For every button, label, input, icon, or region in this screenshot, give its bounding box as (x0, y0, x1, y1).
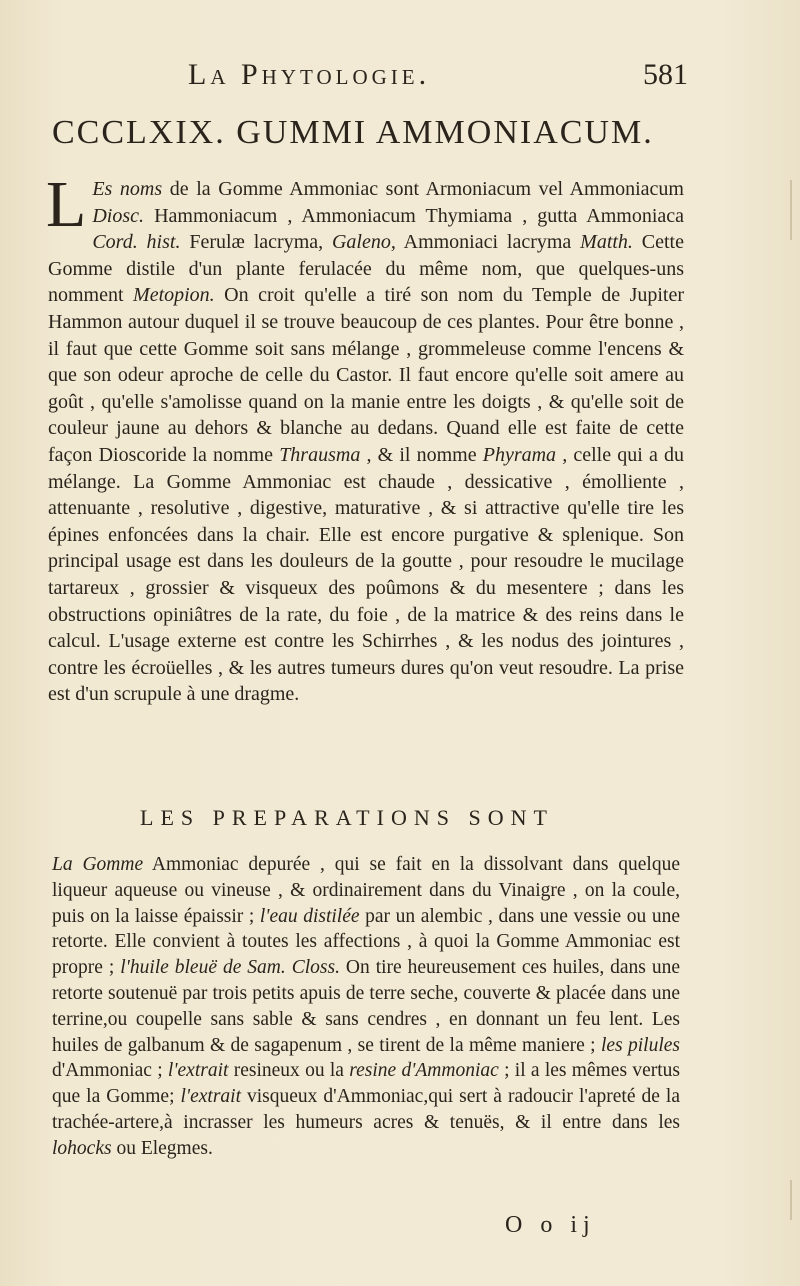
page-number: 581 (643, 58, 688, 91)
text-italic: Es noms (92, 178, 163, 200)
text-run: On tire heureusement ces huiles, dans une retorte soutenuë par trois petits apuis de terre seche, couverte & placée dans une terrine,ou coupelle sans sable & sans cendres , en donnant un feu lent. Les huiles de galbanum & de sagapenum , se tirent de la même maniere ; (52, 957, 680, 1056)
text-run: resineux ou la (228, 1060, 350, 1082)
text-run: de la Gomme Ammoniac sont Armoniacum vel Ammoniacum (162, 178, 684, 200)
text-run: celle qui a du mélange. La Gomme Ammoniac est chaude , dessicative , émolliente , attenuante , resolutive , digestive, maturative , & si attractive qu'elle tire les épines enfoncées dans la chair. Elle est encore purgative & splenique. Son principal usage est dans les douleurs de la goutte , pour resoudre le mucilage tartareux , grossier & visqueux des poûmons & du mesentere ; dans les obstructions opiniâtres de la rate, du foie , de la matrice & des reins dans le calcul. L'usage externe est contre les Schirrhes , & les nodus des jointures , contre les écroüelles , & les autres tumeurs dures qu'on veut resoudre. La prise est d'un scrupule à une dragme. (48, 443, 684, 706)
text-run: Hammoniacum , Ammoniacum Thymiama , gutta Ammoniaca (144, 204, 684, 227)
text-italic: Diosc. (92, 204, 144, 227)
text-run: d'Ammoniac ; (52, 1060, 168, 1082)
text-run: ; il a les mêmes vertus que la Gomme; (52, 1060, 680, 1108)
text-run: par un alembic , dans une vessie ou une retorte. Elle convient à toutes les affections , à quoi la Gomme Ammoniac est propre ; (52, 905, 680, 979)
preparations-paragraph (52, 852, 680, 1162)
text-run: visqueux d'Ammoniac,qui sert à radoucir l'apreté de la trachée-artere,à incrasser les humeurs acres & tenuës, & il entre dans les (52, 1086, 680, 1133)
text-italic: resine d'Ammoniac (349, 1060, 499, 1082)
section-heading: LES PREPARATIONS SONT (140, 805, 554, 830)
text-italic: Metopion. (133, 284, 215, 307)
text-italic: lohocks (52, 1137, 112, 1159)
text-italic: La Gomme (52, 854, 144, 875)
margin-rule (790, 1180, 792, 1220)
text-run: Cette Gomme distile d'un plante ferulacée du même nom, que quelques-uns nomment (48, 231, 684, 307)
text-italic: l'huile bleuë de Sam. Closs. (120, 957, 340, 979)
text-run: Ammoniac depurée , qui se fait en la dissolvant dans quelque liqueur aqueuse ou vineuse , & ordinairement dans du Vinaigre , on la coule, puis on la laisse épaissir ; (52, 854, 680, 927)
text-italic: Galeno, (331, 231, 396, 254)
drop-cap: L (46, 168, 87, 241)
text-italic: Cord. hist. (92, 231, 181, 254)
text-italic: l'eau distilée (259, 905, 360, 927)
text-run: ou Elegmes. (111, 1137, 213, 1159)
chapter-title: CCCLXIX. GUMMI AMMONIACUM. (52, 114, 654, 151)
running-title: La Phytologie. (188, 58, 431, 91)
paragraph-text (52, 852, 680, 1162)
text-run: On croit qu'elle a tiré son nom du Temple de Jupiter Hammon autour duquel il se trouve beaucoup de ces plantes. Pour être bonne , il faut que cette Gomme soit sans mélange , grommeleuse comme l'encens & que son odeur aproche de celle du Castor. Il faut encore qu'elle soit amere au goût , qu'elle s'amolisse quand on la manie entre les doigts , & qu'elle soit de couleur jaune au dehors & blanche au dedans. Quand elle est faite de cette façon Dioscoride la nomme (48, 284, 684, 466)
text-run: Ammoniaci lacryma (395, 231, 581, 254)
paragraph-text (46, 168, 684, 708)
text-italic: l'extrait (180, 1086, 241, 1108)
main-paragraph (46, 168, 684, 708)
signature-mark: O o ij (505, 1212, 596, 1238)
text-italic: Matth. (580, 231, 633, 254)
text-italic: Phyrama , (482, 443, 568, 466)
running-head (48, 58, 688, 98)
margin-rule (790, 180, 792, 240)
text-italic: l'extrait (167, 1060, 229, 1082)
text-run: & il nomme (371, 443, 483, 466)
text-italic: les pilules (600, 1034, 680, 1056)
text-italic: Thrausma , (279, 443, 372, 466)
text-run: Ferulæ lacryma, (180, 231, 332, 254)
